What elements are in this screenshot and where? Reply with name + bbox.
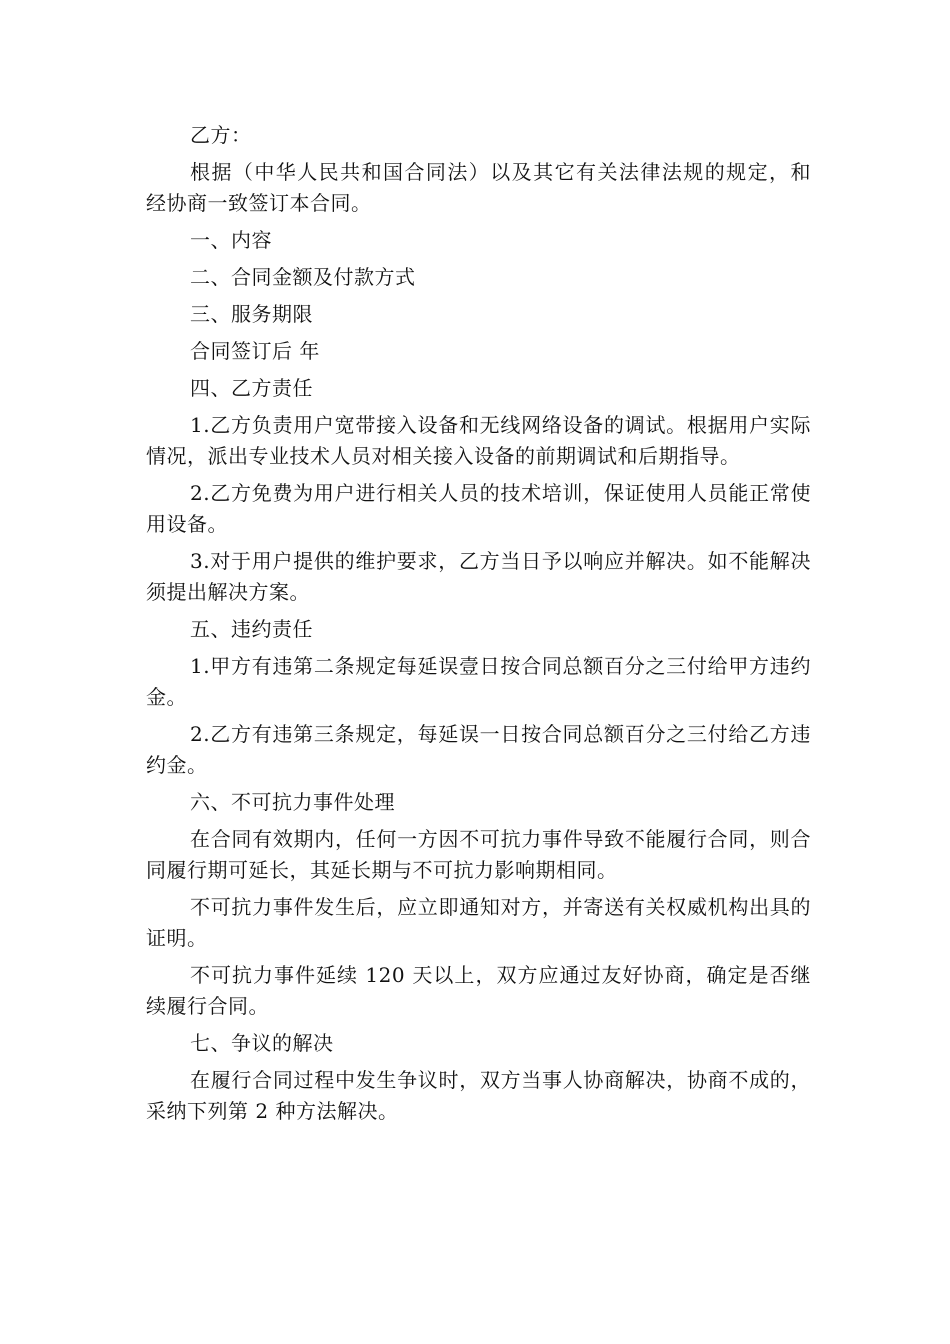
duty-item-1: 1.乙方负责用户宽带接入设备和无线网络设备的调试。根据用户实际情况，派出专业技术人员对相关接入设备的前期调试和后期指导。	[146, 413, 811, 468]
duty-item-2: 2.乙方免费为用户进行相关人员的技术培训，保证使用人员能正常使用设备。	[146, 481, 811, 536]
section-heading-breach: 五、违约责任	[190, 617, 313, 641]
service-term-paragraph: 合同签订后 年	[190, 339, 320, 363]
force-majeure-paragraph-1: 在合同有效期内，任何一方因不可抗力事件导致不能履行合同，则合同履行期可延长，其延长期与不可抗力影响期相同。	[146, 827, 811, 882]
dispute-paragraph: 在履行合同过程中发生争议时，双方当事人协商解决，协商不成的，采纳下列第 2 种方法解决。	[146, 1068, 811, 1123]
section-heading-party-b-duties: 四、乙方责任	[190, 376, 313, 400]
section-heading-amount-payment: 二、合同金额及付款方式	[190, 265, 416, 289]
breach-item-1: 1.甲方有违第二条规定每延误壹日按合同总额百分之三付给甲方违约金。	[146, 654, 811, 709]
duty-item-3: 3.对于用户提供的维护要求，乙方当日予以响应并解决。如不能解决须提出解决方案。	[146, 549, 811, 604]
party-b-line: 乙方：	[190, 123, 252, 147]
force-majeure-paragraph-3: 不可抗力事件延续 120 天以上，双方应通过友好协商，确定是否继续履行合同。	[146, 963, 811, 1018]
breach-item-2: 2.乙方有违第三条规定，每延误一日按合同总额百分之三付给乙方违约金。	[146, 722, 811, 777]
section-heading-dispute: 七、争议的解决	[190, 1031, 334, 1055]
section-heading-force-majeure: 六、不可抗力事件处理	[190, 790, 395, 814]
section-heading-service-term: 三、服务期限	[190, 302, 313, 326]
section-heading-content: 一、内容	[190, 228, 272, 252]
document-body	[146, 120, 811, 1133]
force-majeure-paragraph-2: 不可抗力事件发生后，应立即通知对方，并寄送有关权威机构出具的证明。	[146, 895, 811, 950]
preamble-paragraph: 根据（中华人民共和国合同法）以及其它有关法律法规的规定，和 经协商一致签订本合同。	[146, 160, 811, 215]
